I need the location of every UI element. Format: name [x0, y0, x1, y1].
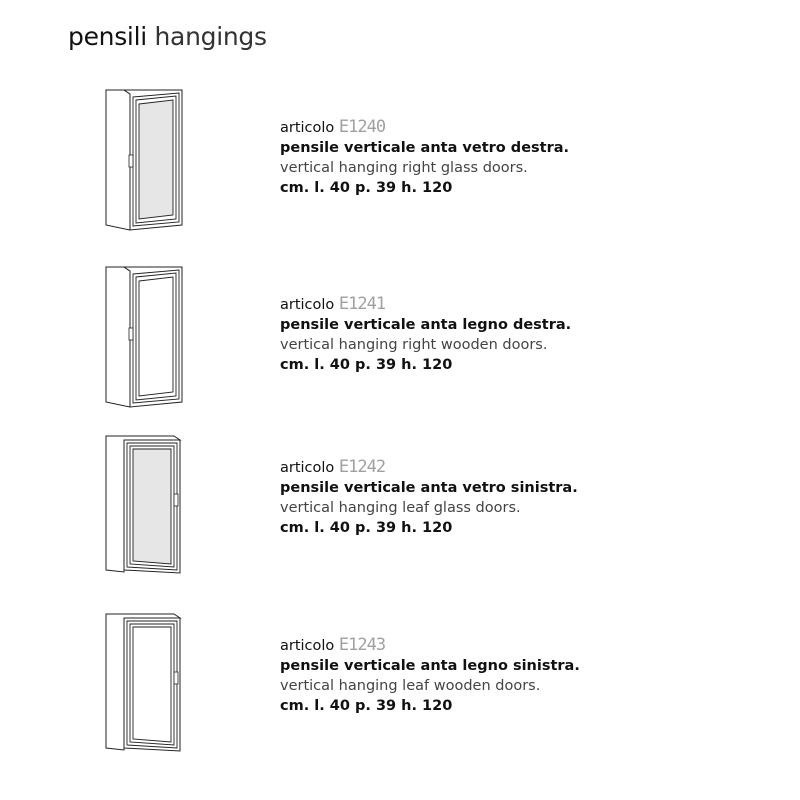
product-info — [280, 457, 578, 538]
product-item-e1241 — [0, 262, 800, 437]
product-item-e1242 — [0, 432, 800, 607]
cabinet-drawing-glass-left — [100, 432, 190, 582]
article-code: E1241 — [338, 294, 386, 314]
product-dimensions: cm. l. 40 p. 39 h. 120 — [280, 180, 453, 196]
article-label: articolo — [280, 638, 335, 654]
product-name-english: vertical hanging right glass doors. — [280, 160, 528, 176]
product-name-italian: pensile verticale anta legno destra. — [280, 317, 572, 333]
product-name-italian: pensile verticale anta vetro destra. — [280, 140, 570, 156]
article-line — [280, 294, 571, 315]
product-info — [280, 117, 569, 198]
cabinet-drawing-wood-left — [100, 610, 190, 760]
product-dimensions: cm. l. 40 p. 39 h. 120 — [280, 357, 453, 373]
cabinet-drawing-wood-right — [100, 262, 190, 412]
page-title — [68, 22, 267, 51]
title-english: hangings — [154, 22, 267, 51]
product-name-english: vertical hanging right wooden doors. — [280, 337, 548, 353]
product-name-italian: pensile verticale anta vetro sinistra. — [280, 480, 578, 496]
product-info — [280, 635, 580, 716]
article-code: E1243 — [338, 635, 386, 655]
article-code: E1242 — [338, 457, 386, 477]
product-info — [280, 294, 571, 375]
article-label: articolo — [280, 460, 335, 476]
article-code: E1240 — [338, 117, 386, 137]
product-name-italian: pensile verticale anta legno sinistra. — [280, 658, 580, 674]
product-name-english: vertical hanging leaf wooden doors. — [280, 678, 541, 694]
article-line — [280, 117, 569, 138]
title-italian: pensili — [68, 22, 147, 51]
product-name-english: vertical hanging leaf glass doors. — [280, 500, 521, 516]
article-line — [280, 457, 578, 478]
cabinet-drawing-glass-right — [100, 85, 190, 235]
article-label: articolo — [280, 297, 335, 313]
product-item-e1240 — [0, 85, 800, 260]
product-dimensions: cm. l. 40 p. 39 h. 120 — [280, 698, 453, 714]
product-item-e1243 — [0, 610, 800, 785]
article-label: articolo — [280, 120, 335, 136]
product-dimensions: cm. l. 40 p. 39 h. 120 — [280, 520, 453, 536]
article-line — [280, 635, 580, 656]
